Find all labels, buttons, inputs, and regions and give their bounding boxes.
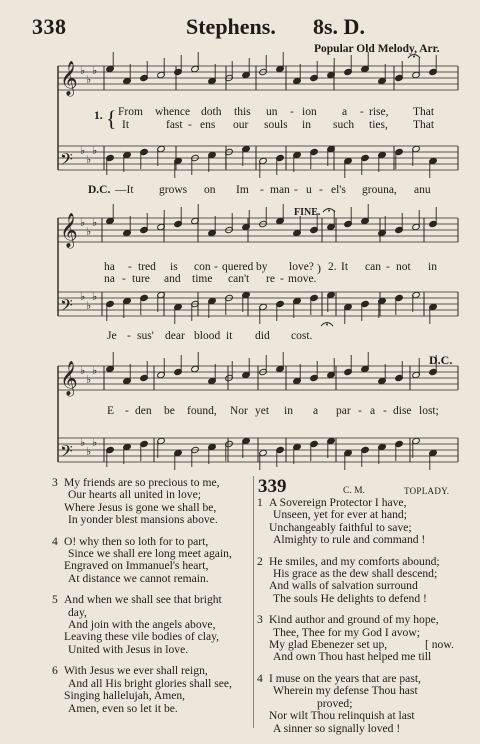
lyric-syllable: a [313, 405, 319, 417]
treble-clef-icon: 𝄞 [60, 213, 78, 248]
stanza-line: Kind author and ground of my hope, [269, 613, 439, 627]
bass-clef-icon: 𝄢 [60, 441, 73, 465]
lyric-syllable: did [255, 330, 270, 342]
lyric-syllable: grows [159, 184, 188, 196]
lyric-syllable: That [413, 119, 435, 131]
stanza-line: Unseen, yet for ever at hand; [273, 508, 407, 522]
stanza-line: The souls He delights to defend ! [273, 591, 427, 605]
lyric-syllable: time [192, 273, 213, 285]
lyric-syllable: not [396, 261, 411, 273]
stanza-line: And own Thou hast helped me till [273, 650, 432, 664]
stanza [52, 594, 252, 656]
lyric-syllable: - [294, 184, 298, 196]
stanza-line: My glad Ebenezer set up, [269, 638, 388, 652]
lyric-syllable: dise [393, 405, 412, 417]
lyric-syllable: - [383, 405, 387, 417]
lyric-syllable: - [319, 184, 323, 196]
lyric-syllable: yet [255, 405, 270, 417]
bass-clef-icon: 𝄢 [60, 149, 73, 173]
hymn-author: TOPLADY. [404, 486, 450, 496]
fine-label: FINE. [294, 207, 321, 218]
lyric-syllable: - [280, 273, 284, 285]
lyric-syllable: blood [194, 330, 221, 342]
stanza-number: 4 [52, 534, 58, 548]
stanza [257, 614, 467, 664]
stanza-line: Since we shall ere long meet again, [68, 547, 232, 561]
lyric-syllable: rise, [369, 106, 389, 118]
lyric-syllable: - [260, 184, 264, 196]
stanza-line: In yonder blest mansions above. [68, 513, 218, 527]
flat-sign-icon: ♭ [86, 445, 92, 458]
lyric-syllable: it [226, 330, 233, 342]
fermata-dot [328, 210, 330, 212]
lyric-syllable: ha [104, 261, 115, 273]
stanza-line: And when we shall see that bright [64, 593, 222, 607]
stanza-line: And join with the angels above, [68, 618, 216, 632]
tune-source: Popular Old Melody, Arr. [314, 43, 440, 55]
column-divider [253, 476, 254, 728]
hymn-stanzas-right [257, 497, 467, 744]
lyric-syllable: such [333, 119, 355, 131]
lyric-syllable: - [125, 405, 129, 417]
stanza-line: proved; [317, 696, 353, 710]
lyric-syllable: fast [166, 119, 183, 131]
lyric-syllable: by [256, 261, 268, 273]
stanza-line: Engraved on Immanuel's heart, [64, 559, 209, 573]
stanza-line: And all His bright glories shall see, [68, 676, 232, 690]
lyric-syllable: whence [155, 106, 191, 118]
fermata-dot [413, 56, 415, 58]
lyric-syllable: on [204, 184, 216, 196]
lyric-syllable: souls [264, 119, 288, 131]
dc-label: D.C. [429, 353, 453, 367]
stanza-number: 4 [257, 671, 263, 685]
stanza-line: A Sovereign Protector I have, [269, 496, 407, 509]
lyric-syllable: - [290, 106, 294, 118]
lyric-syllable: can [365, 261, 381, 273]
lyric-syllable: Nor [230, 405, 248, 417]
lyric-syllable: man [270, 184, 290, 196]
stanza-line: With Jesus we ever shall reign, [64, 664, 208, 678]
flat-sign-icon: ♭ [92, 364, 98, 377]
stanza-line: Our hearts all united in love; [68, 488, 201, 502]
lyric-syllable: a [370, 405, 376, 417]
flat-sign-icon: ♭ [92, 144, 98, 157]
lyric-syllable: re [266, 273, 275, 285]
lyric-syllable: - [214, 261, 218, 273]
page-number: 338 [32, 14, 67, 39]
flat-sign-icon: ♭ [80, 144, 86, 157]
lyric-syllable: ties, [369, 119, 388, 131]
verse-number: 1. [94, 110, 103, 122]
lyric-syllable: in [284, 405, 293, 417]
stanza-line: A sinner so signally loved ! [273, 721, 401, 735]
stanza [257, 673, 467, 735]
lyric-syllable: ture [132, 273, 150, 285]
lyric-syllable: found, [187, 405, 217, 417]
dc-label: D.C. [88, 184, 111, 196]
brace-glyph: ) [317, 261, 321, 275]
lyric-syllable: doth [201, 106, 222, 118]
lyric-syllable: cost. [291, 330, 313, 342]
flat-sign-icon: ♭ [92, 290, 98, 303]
lyric-syllable: par [336, 405, 351, 417]
flat-sign-icon: ♭ [80, 64, 86, 77]
lyric-syllable: grouna, [362, 184, 397, 196]
stanza-line: Singing hallelujah, Amen, [64, 689, 186, 703]
lyric-syllable: anu [414, 184, 431, 196]
stanza-line: Thee, Thee for my God I avow; [273, 625, 420, 639]
hymn-stanzas-left [52, 477, 252, 724]
lyric-syllable: - [360, 106, 364, 118]
lyric-syllable: our [233, 119, 249, 131]
stanza-line: At distance we cannot remain. [68, 571, 209, 585]
lyric-syllable: tred [138, 261, 156, 273]
lyric-syllable: From [118, 106, 143, 118]
stanza-number: 6 [52, 664, 58, 678]
lyric-syllable: love? [289, 261, 314, 273]
stanza-line: Nor wilt Thou relinquish at last [269, 709, 415, 723]
lyric-syllable: - [128, 261, 132, 273]
hymn-number: 339 [258, 476, 287, 497]
stanza-line: [ now. [425, 638, 454, 652]
treble-clef-icon: 𝄞 [60, 361, 78, 396]
lyric-syllable: ens [200, 119, 216, 131]
lyric-syllable: Im [236, 184, 249, 196]
stanza-line: Wherein my defense Thou hast [273, 684, 418, 698]
lyric-syllable: con [194, 261, 211, 273]
flat-sign-icon: ♭ [80, 216, 86, 229]
stanza [52, 665, 252, 715]
stanza-line: day, [68, 605, 87, 619]
stanza-line: Unchangeably faithful to save; [269, 520, 412, 534]
lyric-syllable: and [164, 273, 181, 285]
lyric-syllable: - [358, 405, 362, 417]
lyric-syllable: - [122, 273, 126, 285]
lyric-syllable: It [122, 119, 130, 131]
lyric-syllable: - [188, 119, 192, 131]
flat-sign-icon: ♭ [80, 290, 86, 303]
stanza-number: 5 [52, 593, 58, 607]
lyric-syllable: sus' [137, 330, 154, 342]
hymn-meter: C. M. [343, 486, 365, 496]
lyric-syllable: - [386, 261, 390, 273]
tune-meter: 8s. D. [313, 14, 365, 39]
lyric-syllable: in [302, 119, 311, 131]
lyric-syllable: 2. [328, 261, 337, 273]
stanza-number: 2 [257, 554, 263, 568]
flat-sign-icon: ♭ [92, 436, 98, 449]
bass-clef-icon: 𝄢 [60, 295, 73, 319]
stanza-line: Almighty to rule and command ! [273, 533, 426, 547]
lyric-syllable: un [266, 106, 278, 118]
lyric-syllable: Je [107, 330, 117, 342]
flat-sign-icon: ♭ [86, 373, 92, 386]
stanza [257, 497, 467, 547]
treble-clef-icon: 𝄞 [60, 61, 78, 96]
lyric-syllable: It [341, 261, 349, 273]
flat-sign-icon: ♭ [80, 364, 86, 377]
lyric-syllable: That [413, 106, 435, 118]
lyric-syllable: lost; [419, 405, 439, 417]
stanza-number: 1 [257, 496, 263, 509]
lyric-syllable: dear [165, 330, 185, 342]
stanza [257, 556, 467, 606]
lyric-syllable: move. [288, 273, 317, 285]
stanza [52, 477, 252, 527]
lyric-syllable: el's [331, 184, 346, 196]
lyric-syllable: E [107, 405, 115, 417]
flat-sign-icon: ♭ [80, 436, 86, 449]
lyric-syllable: this [234, 106, 251, 118]
stanza-line: I muse on the years that are past, [269, 671, 421, 685]
lyric-syllable: na [104, 273, 115, 285]
stanza-line: My friends are so precious to me, [64, 476, 220, 489]
lyric-syllable: a [342, 106, 348, 118]
flat-sign-icon: ♭ [92, 216, 98, 229]
lyric-syllable: —It [115, 184, 134, 196]
stanza-line: And walls of salvation surround [269, 579, 418, 593]
flat-sign-icon: ♭ [86, 299, 92, 312]
lyric-syllable: is [170, 261, 178, 273]
lyric-syllable: be [164, 405, 175, 417]
stanza-line: Leaving these vile bodies of clay, [64, 630, 220, 644]
lyric-syllable: can't [228, 273, 250, 285]
lyric-syllable: den [135, 405, 152, 417]
stanza [52, 536, 252, 586]
stanza-line: His grace as the dew shall descend; [273, 567, 438, 581]
lyric-syllable: in [428, 261, 437, 273]
stanza-number: 3 [257, 613, 263, 627]
fermata-dot [326, 324, 328, 326]
stanza-number: 3 [52, 476, 58, 489]
stanza-line: Where Jesus is gone we shall be, [64, 500, 217, 514]
stanza-line: United with Jesus in love. [68, 642, 189, 656]
lyric-syllable: - [127, 330, 131, 342]
stanza-line: O! why then so loth for to part, [64, 534, 209, 548]
flat-sign-icon: ♭ [86, 153, 92, 166]
flat-sign-icon: ♭ [92, 64, 98, 77]
flat-sign-icon: ♭ [86, 225, 92, 238]
lyric-syllable: quered [222, 261, 254, 273]
tune-name: Stephens. [186, 14, 276, 39]
lyric-syllable: u [306, 184, 312, 196]
stanza-line: Amen, even so let it be. [68, 701, 178, 715]
lyric-syllable: ion [302, 106, 317, 118]
flat-sign-icon: ♭ [86, 73, 92, 86]
stanza-line: He smiles, and my comforts abound; [269, 554, 440, 568]
brace-glyph: { [106, 106, 117, 131]
